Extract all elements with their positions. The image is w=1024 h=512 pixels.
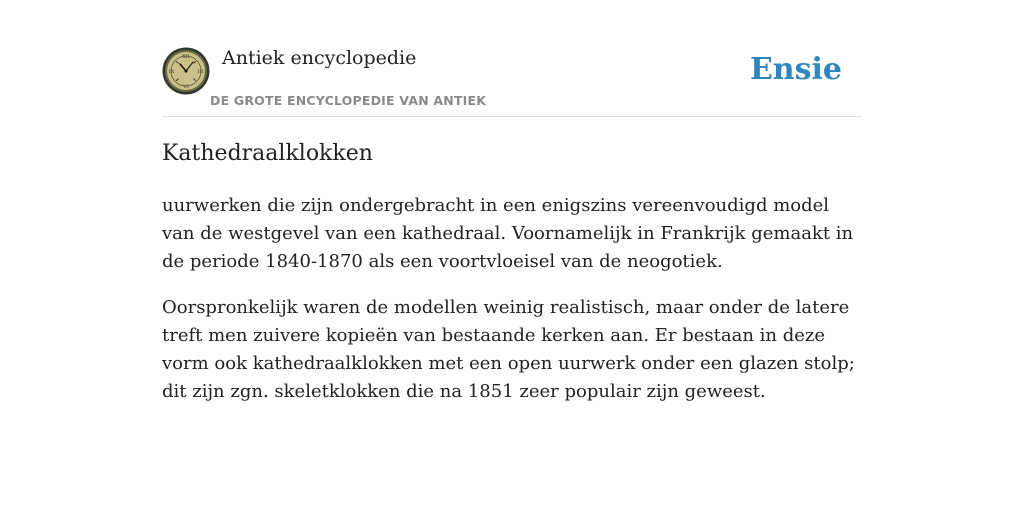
article-title: Kathedraalklokken [162, 141, 373, 166]
site-subtitle: DE GROTE ENCYCLOPEDIE VAN ANTIEK [210, 93, 487, 108]
svg-text:III: III [197, 69, 204, 75]
svg-text:VI: VI [183, 84, 189, 90]
site-title[interactable]: Antiek encyclopedie [222, 47, 417, 69]
antique-clock-icon[interactable] [162, 47, 210, 95]
article-paragraph: uurwerken die zijn ondergebracht in een enigszins vereenvoudigd model van de westgevel van een kathedraal. Voornamelijk in Frankrijk gemaakt in de periode 1840-1870 als een voortvloeisel van de neogotiek. [162, 195, 854, 272]
article [162, 138, 862, 406]
site-header [162, 46, 862, 117]
article-paragraph: Oorspronkelijk waren de modellen weinig realistisch, maar onder de latere treft men zuivere kopieën van bestaande kerken aan. Er bestaan in deze vorm ook kathedraalklokken met een open uurwerk onder een glazen stolp; dit zijn zgn. skeletklokken die na 1851 zeer populair zijn geweest. [162, 297, 855, 402]
svg-text:IX: IX [168, 69, 175, 75]
svg-text:XII: XII [182, 54, 190, 60]
ensie-logo-link[interactable]: Ensie [749, 52, 842, 87]
